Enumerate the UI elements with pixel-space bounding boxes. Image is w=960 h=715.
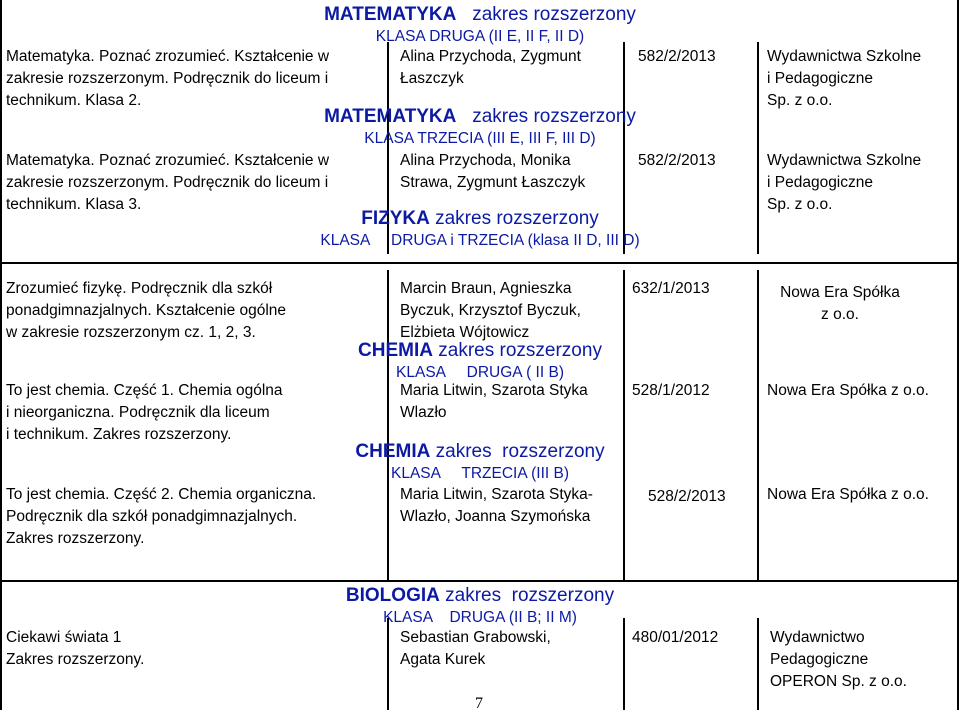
section-class-line: KLASA DRUGA i TRZECIA (klasa II D, III D)	[320, 232, 640, 249]
author-line: Agata Kurek	[400, 651, 486, 668]
publisher-line: z o.o.	[821, 306, 859, 323]
row-chem2-approval: 528/2/2013	[648, 488, 726, 505]
table-right-border	[957, 0, 959, 710]
author-line: Alina Przychoda, Monika	[400, 152, 571, 169]
publisher-line: Wydawnictwo	[770, 629, 865, 646]
author-line: Maria Litwin, Szarota Styka	[400, 382, 588, 399]
row-bio-publisher	[770, 627, 907, 693]
row-fiz-authors	[400, 278, 581, 344]
row-divider	[0, 580, 959, 582]
section-header-biologia	[300, 585, 660, 629]
publisher-line: Nowa Era Spółka z o.o.	[767, 486, 929, 503]
title-line: Ciekawi świata 1	[6, 629, 122, 646]
row-chem1-title	[6, 380, 283, 446]
column-divider-2	[623, 618, 625, 710]
section-scope: zakres rozszerzony	[435, 441, 605, 462]
publisher-line: Nowa Era Spółka	[780, 284, 900, 301]
column-divider-3	[757, 42, 759, 254]
row-fiz-publisher	[770, 282, 910, 326]
section-subject: BIOLOGIA	[345, 585, 440, 606]
title-line: To jest chemia. Część 2. Chemia organiczna.	[6, 486, 317, 503]
section-header-matematyka-druga	[300, 4, 660, 48]
section-subject: CHEMIA	[355, 441, 431, 462]
publisher-line: i Pedagogiczne	[767, 70, 873, 87]
title-line: i nieorganiczna. Podręcznik dla liceum	[6, 404, 270, 421]
row-chem1-authors	[400, 380, 588, 424]
section-scope: zakres rozszerzony	[435, 208, 599, 229]
row-fiz-title	[6, 278, 286, 344]
author-line: Maria Litwin, Szarota Styka-	[400, 486, 593, 503]
author-line: Marcin Braun, Agnieszka	[400, 280, 572, 297]
author-line: Wlazło, Joanna Szymońska	[400, 508, 591, 525]
section-subject: FIZYKA	[361, 208, 430, 229]
row-chem1-approval: 528/1/2012	[632, 382, 710, 399]
column-divider-3	[757, 270, 759, 580]
row-divider	[0, 262, 959, 264]
title-line: zakresie rozszerzonym. Podręcznik do liceum i	[6, 174, 329, 191]
author-line: Łaszczyk	[400, 70, 464, 87]
section-header-matematyka-trzecia	[300, 106, 660, 150]
author-line: Elżbieta Wójtowicz	[400, 324, 530, 341]
title-line: Matematyka. Poznać zrozumieć. Kształcenie w	[6, 152, 330, 169]
row-chem2-authors	[400, 484, 593, 528]
section-subject: MATEMATYKA	[324, 4, 457, 25]
section-header-fizyka	[270, 208, 690, 252]
section-class-line: KLASA TRZECIA (III E, III F, III D)	[364, 130, 596, 147]
title-line: w zakresie rozszerzonym cz. 1, 2, 3.	[6, 324, 256, 341]
title-line: technikum. Klasa 2.	[6, 92, 142, 109]
row-mat2-publisher	[767, 46, 921, 112]
publisher-line: Sp. z o.o.	[767, 92, 833, 109]
section-scope: zakres rozszerzony	[438, 340, 602, 361]
column-divider-2	[623, 270, 625, 580]
title-line: Podręcznik dla szkół ponadgimnazjalnych.	[6, 508, 298, 525]
row-bio-approval: 480/01/2012	[632, 629, 719, 646]
author-line: Wlazło	[400, 404, 447, 421]
row-mat3-publisher	[767, 150, 921, 216]
row-chem1-publisher	[767, 380, 929, 402]
title-line: zakresie rozszerzonym. Podręcznik do liceum i	[6, 70, 329, 87]
title-line: ponadgimnazjalnych. Kształcenie ogólne	[6, 302, 287, 319]
publisher-line: Nowa Era Spółka z o.o.	[767, 382, 929, 399]
section-scope: zakres rozszerzony	[472, 106, 636, 127]
row-mat3-title	[6, 150, 329, 216]
publisher-line: Sp. z o.o.	[767, 196, 833, 213]
row-fiz-approval: 632/1/2013	[632, 280, 710, 297]
section-scope: zakres rozszerzony	[445, 585, 615, 606]
table-left-border	[0, 0, 2, 710]
row-mat2-authors	[400, 46, 581, 90]
title-line: Zakres rozszerzony.	[6, 530, 145, 547]
row-bio-authors	[400, 627, 551, 671]
column-divider-3	[757, 618, 759, 710]
title-line: Zrozumieć fizykę. Podręcznik dla szkół	[6, 280, 273, 297]
publisher-line: Wydawnictwa Szkolne	[767, 48, 922, 65]
publisher-line: Wydawnictwa Szkolne	[767, 152, 922, 169]
column-divider-1	[387, 270, 389, 580]
section-subject: MATEMATYKA	[324, 106, 457, 127]
section-scope: zakres rozszerzony	[472, 4, 636, 25]
column-divider-1	[387, 618, 389, 710]
author-line: Alina Przychoda, Zygmunt	[400, 48, 581, 65]
row-chem2-title	[6, 484, 316, 550]
section-header-chemia-trzecia	[300, 441, 660, 485]
title-line: i technikum. Zakres rozszerzony.	[6, 426, 232, 443]
section-class-line: KLASA TRZECIA (III B)	[390, 465, 569, 482]
title-line: technikum. Klasa 3.	[6, 196, 142, 213]
publisher-line: OPERON Sp. z o.o.	[770, 673, 907, 690]
section-class-line: KLASA DRUGA ( II B)	[396, 364, 564, 381]
author-line: Sebastian Grabowski,	[400, 629, 551, 646]
section-subject: CHEMIA	[358, 340, 433, 361]
title-line: Matematyka. Poznać zrozumieć. Kształcenie w	[6, 48, 330, 65]
author-line: Byczuk, Krzysztof Byczuk,	[400, 302, 581, 319]
row-mat3-approval: 582/2/2013	[638, 152, 716, 169]
row-mat3-authors	[400, 150, 585, 194]
row-mat2-approval: 582/2/2013	[638, 48, 716, 65]
title-line: Zakres rozszerzony.	[6, 651, 145, 668]
author-line: Strawa, Zygmunt Łaszczyk	[400, 174, 586, 191]
section-header-chemia-druga	[300, 340, 660, 384]
publisher-line: i Pedagogiczne	[767, 174, 873, 191]
row-chem2-publisher	[767, 484, 929, 506]
title-line: To jest chemia. Część 1. Chemia ogólna	[6, 382, 283, 399]
section-class-line: KLASA DRUGA (II E, II F, II D)	[375, 28, 585, 45]
row-mat2-title	[6, 46, 329, 112]
publisher-line: Pedagogiczne	[770, 651, 869, 668]
row-bio-title	[6, 627, 144, 671]
section-class-line: KLASA DRUGA (II B; II M)	[383, 609, 577, 626]
page-number: 7	[475, 695, 483, 712]
